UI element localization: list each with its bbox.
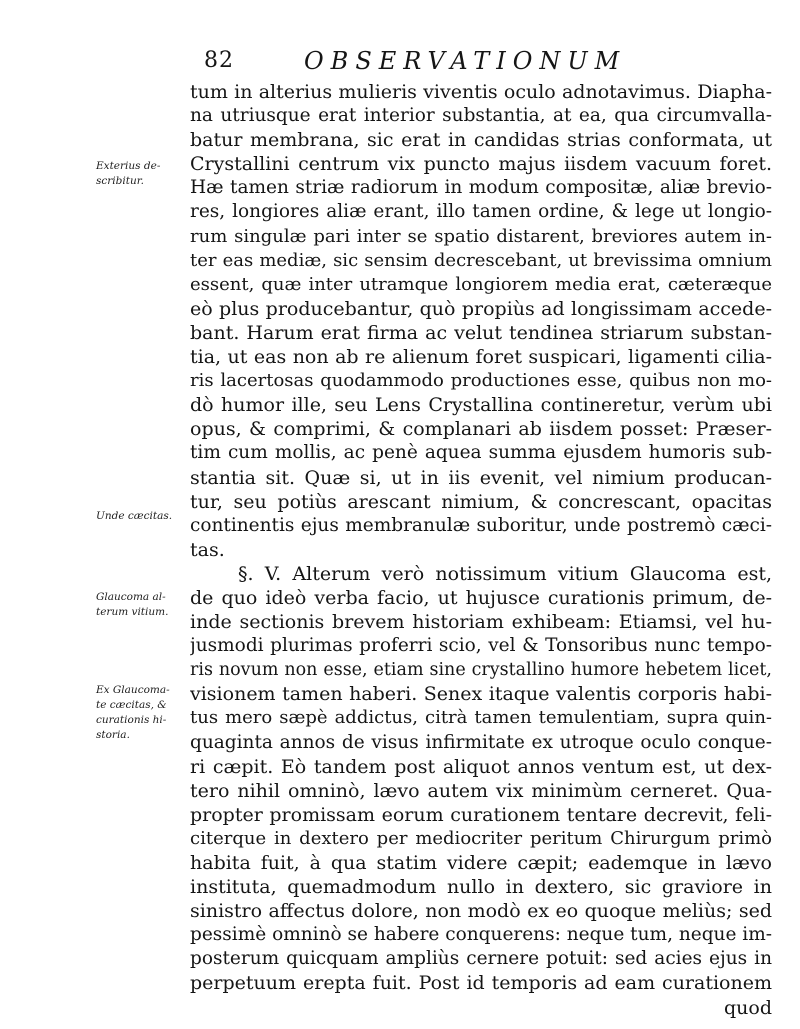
text-line: tum in alterius mulieris viventis oculo adnotavimus. Diapha-	[190, 81, 772, 103]
margin-note-line: scribitur.	[96, 175, 144, 187]
text-line: propter promissam eorum curationem tentare decrevit, feli-	[190, 803, 772, 826]
text-line: batur membrana, sic erat in candidas strias conformata, ut	[190, 129, 772, 152]
margin-note-line: storia.	[96, 729, 130, 741]
margin-note-line: terum vitium.	[96, 606, 169, 618]
text-line: jusmodi plurimas proferri scio, vel & Tonsoribus nunc tempo-	[190, 635, 772, 657]
text-line: tero nihil omninò, lævo autem vix minimùm cerneret. Qua-	[190, 779, 772, 802]
page-header	[196, 44, 756, 78]
text-line: opus, & comprimi, & complanari ab iisdem posset: Præser-	[190, 418, 772, 441]
text-line: de quo ideò verba facio, ut hujusce curationis primum, de-	[190, 586, 772, 609]
section-heading-line: §. V. Alterum verò notissimum vitium Glaucoma est,	[238, 562, 772, 585]
text-line: ris novum non esse, etiam sine crystallino humore hebetem licet,	[190, 660, 772, 681]
text-line: quaginta annos de visus infirmitate ex utroque oculo conque-	[190, 731, 772, 753]
text-line: eò plus producebantur, quò propiùs ad longissimam accede-	[190, 297, 772, 320]
margin-note	[96, 509, 186, 524]
running-title: OBSERVATIONUM	[304, 47, 627, 75]
margin-note-line: curationis hi-	[96, 714, 167, 726]
text-line: posterum quicquam ampliùs cernere potuit: sed acies ejus in	[190, 948, 772, 970]
text-line: sinistro affectus dolore, non modò ex eo quoque meliùs; sed	[190, 900, 772, 923]
margin-note-line: te cæcitas, &	[96, 699, 167, 711]
catchword: quod	[723, 996, 772, 1019]
text-line: Crystallini centrum vix puncto majus iisdem vacuum foret.	[190, 153, 772, 176]
margin-note-line: Glaucoma al-	[96, 591, 166, 603]
text-line: tas.	[190, 538, 225, 561]
text-line: tia, ut eas non ab re alienum foret suspicari, ligamenti cilia-	[190, 346, 772, 369]
text-line: dò humor ille, seu Lens Crystallina contineretur, verùm ubi	[190, 394, 772, 417]
text-line: ri cæpit. Eò tandem post aliquot annos ventum est, ut dex-	[190, 755, 772, 778]
text-line: habita fuit, à qua statim videre cæpit; eademque in lævo	[190, 852, 772, 874]
text-line: ris lacertosas quodammodo productiones esse, quibus non mo-	[190, 370, 772, 392]
text-line: pessimè omninò se habere conquerens: neque tum, neque im-	[190, 924, 772, 946]
margin-note-line: Ex Glaucoma-	[96, 684, 170, 696]
page-number: 82	[204, 48, 234, 73]
text-line: stantia sit. Quæ si, ut in iis evenit, vel nimium producan-	[190, 466, 772, 489]
text-line: inde sectionis brevem historiam exhibeam: Etiamsi, vel hu-	[190, 611, 772, 634]
text-line: perpetuum erepta fuit. Post id temporis ad eam curationem	[190, 972, 772, 995]
text-line: continentis ejus membranulæ suboritur, unde postremò cæci-	[190, 514, 772, 536]
body-text	[190, 80, 772, 1020]
text-line: visionem tamen haberi. Senex itaque valentis corporis habi-	[190, 683, 772, 706]
margin-note-line: Unde cæcitas.	[96, 510, 173, 522]
text-line: bant. Harum erat firma ac velut tendinea striarum substan-	[190, 321, 772, 344]
text-line: tus mero sæpè addictus, citrà tamen temulentiam, supra quin-	[190, 707, 772, 729]
text-line: ter eas mediæ, sic sensim decrescebant, ut brevissima omnium	[190, 249, 772, 271]
margin-note	[96, 590, 186, 620]
text-line: rum singulæ pari inter se spatio distarent, breviores autem in-	[190, 225, 772, 247]
text-line: tim cum mollis, ac penè aquea summa ejusdem humoris sub-	[190, 442, 772, 464]
text-line: Hæ tamen striæ radiorum in modum compositæ, aliæ brevio-	[190, 177, 772, 199]
text-line: tur, seu potiùs arescant nimium, & concrescant, opacitas	[190, 490, 772, 513]
text-line: na utriusque erat interior substantia, at ea, qua circumvalla-	[190, 105, 772, 127]
margin-note-line: Exterius de-	[96, 160, 161, 172]
margin-note	[96, 683, 186, 743]
text-line: citerque in dextero per mediocriter peritum Chirurgum primò	[190, 827, 772, 849]
text-line: essent, quæ inter utramque longiorem media erat, cæteræque	[190, 273, 772, 295]
text-line: instituta, quemadmodum nullo in dextero, sic graviore in	[190, 876, 772, 899]
text-line: res, longiores aliæ erant, illo tamen ordine, & lege ut longio-	[190, 201, 772, 223]
margin-note	[96, 159, 186, 189]
